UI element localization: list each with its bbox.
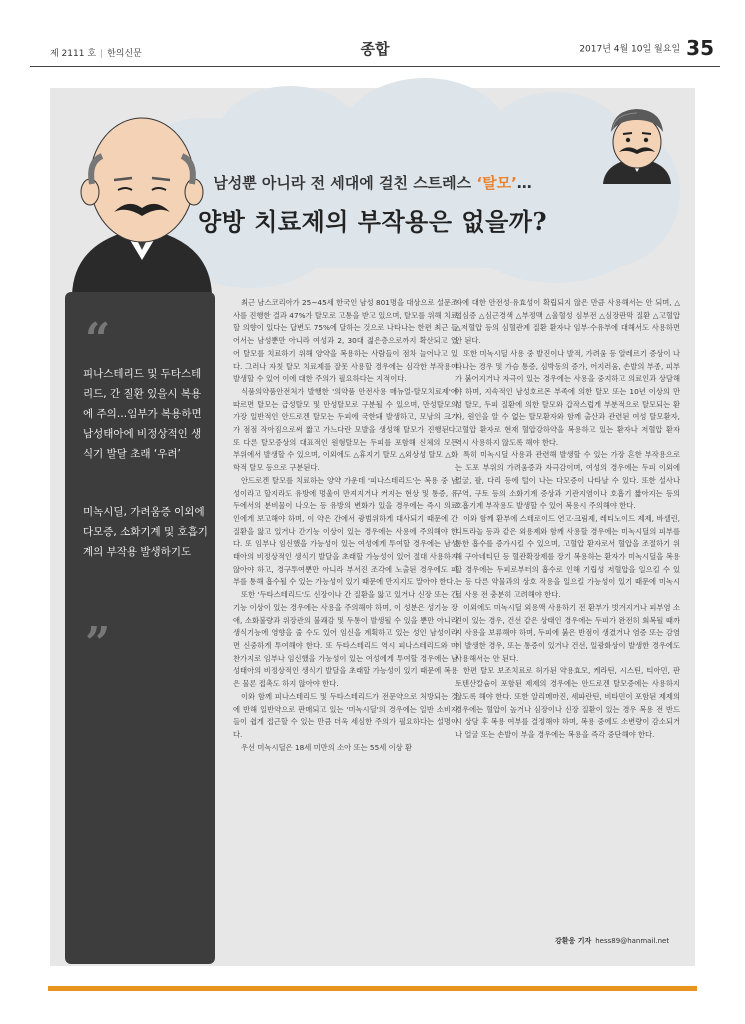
paragraph: 안드로겐 탈모를 치료하는 양약 가운데 '피나스테리드'는 복용 중 남성이라고 할지라도 유방에 멍울이 만져지거나 커지는 현상 및 통증, 유두에서의 분비물이 나오는 등 유방의 변화가 있을 경우에는 즉시 의료인에게 보고해야 하며, 이 약은 간에서 광범위하게 대사되기 때문에 간 질환을 앓고 있거나 간기능 이상이 있는 경우에는 사용에 주의해야 한다. 또 임부나 임신했을 가능성이 있는 여성에게 투여할 경우에는 남성태아의 비정상적인 생식기 발달을 초래할 가능성이 있어 절대 사용하지 않아야 하고, 경구투여뿐만 아니라 부서진 조각에 노출된 경우에도 피부를 통해 흡수될 수 있는 가능성이 있기 때문에 만지지도 말아야 한다. [233, 475, 458, 587]
mustache-man-icon [597, 102, 677, 184]
paragraph: 한편 탈모 보조치료로 허가된 약용효모, 케라틴, 시스틴, 티아민, 판토텐산칼슘이 포함된 제제의 경우에는 안드로겐 탈모증에는 사용하지 않도록 해야 한다. 또한 알리메마진, 세파란틴, 비타민이 포함된 제제의 경우에는 혈압이 높거나 심장이나 신장 질환이 있는 경우 복용 전 반드시 상담 후 복용 여부를 결정해야 하며, 복용 중에도 소변량이 감소되거나 얼굴 또는 손발이 부을 경우에는 복용을 즉각 중단해야 한다. [455, 666, 680, 739]
reporter-email: hess89@hanmail.net [595, 937, 670, 945]
subtitle-accent: ‘탈모’ [476, 174, 517, 192]
reporter-name: 강환웅 기자 [555, 937, 592, 945]
page-header [30, 30, 720, 67]
paragraph: 자에 대한 안전성·유효성이 확립되지 않은 만큼 사용해서는 안 되며, △협심증 △심근경색 △부정맥 △울혈성 심부전 △심장판막 질환 △고혈압 △저혈압 등의 심혈관계 질환 환자나 임부·수유부에 대해서도 사용하면 안 된다. [455, 298, 680, 346]
article-subtitle: 남성뿐 아니라 전 세대에 걸친 스트레스 ‘탈모’… [213, 174, 532, 192]
paper-name: 한의신문 [107, 49, 142, 59]
paragraph: 또한 '두타스테리드'도 신장이나 간 질환을 앓고 있거나 신장 또는 간기능 이상이 있는 경우에는 사용을 주의해야 하며, 이 성분은 성기능 장애, 소화불량과 위장관의 불쾌감 및 두통이 발생될 수 있을 뿐만 아니라 생식기능에 영향을 줄 수도 있어 임신을 계획하고 있는 성인 남성이라면 신중하게 투여해야 한다. 또 두타스테리드 역시 피나스테리드와 마찬가지로 임부나 임신했을 가능성이 있는 여성에게 투여할 경우에는 남성태아의 비정상적인 생식기 발달을 초래할 가능성이 있기 때문에 복용은 물론 접촉도 하지 않아야 한다. [233, 590, 458, 689]
paragraph: 이와 함께 피나스테리드 및 두타스테리드가 전문약으로 처방되는 것에 반해 일반약으로 판매되고 있는 '미녹시딜'의 경우에는 일반 소비자들이 쉽게 접근할 수 있는 만큼 더욱 세심한 주의가 필요하다는 설명이다. [233, 691, 458, 739]
footer-bar [48, 986, 697, 991]
page-number: 35 [686, 36, 714, 60]
bald-man-icon [66, 100, 218, 295]
quote-open-icon: “ [85, 314, 111, 365]
paragraph: 또한 미녹시딜 사용 중 발진이나 발적, 가려움 등 알레르기 증상이 나타나는 경우 및 가슴 통증, 심박동의 증가, 어지러움, 손발의 부종, 피부가 붉어지거나 자극이 있는 경우에는 사용을 중지하고 의료인과 상담해야 하며, 지속적인 남성호르몬 부족에 의한 탈모 또는 10년 이상의 만성 탈모, 두피 질환에 의한 탈모와 갑작스럽게 부분적으로 탈모되는 환자, 원인을 알 수 없는 탈모환자와 함께 출산과 관련된 여성 탈모환자, 고혈압 환자로 현재 혈압강하약을 복용하고 있는 환자나 저혈압 환자 역시 사용하지 않도록 해야 한다. [455, 348, 680, 447]
publication-date: 2017년 4월 10일 월요일 [579, 44, 681, 55]
paragraph: 식품의약품안전처가 발행한 '의약품 안전사용 매뉴얼-탈모치료제'에 따르면 탈모는 급성탈모 및 만성탈모로 구분될 수 있으며, 만성탈모의 가장 일반적인 안드로겐 탈모는 두피에 국한돼 발생하고, 모낭의 크기가 점점 작아짐으로써 짧고 가느다란 모발을 생성해 탈모가 진행된다. 또 다른 탈모증상의 대표적인 원형탈모는 두피를 포함해 신체의 모든 부위에서 발생할 수 있으며, 이외에도 △휴지기 탈모 △외상성 탈모 △화학적 탈모 등으로 구분된다. [233, 386, 458, 473]
article-title: 양방 치료제의 부작용은 없을까? [197, 207, 548, 236]
section-name: 종합 [360, 40, 390, 58]
paragraph: 특히 미녹시딜 사용과 관련해 발생할 수 있는 가장 흔한 부작용으로는 도포 부위의 가려움증과 자극감이며, 여성의 경우에는 두피 이외에 얼굴, 팔, 다리 등에 털이 나는 다모증이 나타날 수 있다. 또한 설사나 구역, 구토 등의 소화기계 증상과 기관지염이나 호흡기 짧아지는 등의 호흡기계 부작용도 발생할 수 있어 복용시 주의해야 한다. [455, 450, 680, 511]
paragraph: 우선 미녹시딜은 18세 미만의 소아 또는 55세 이상 환 [241, 742, 413, 752]
paragraph: 이외에도 미녹시딜 외용액 사용하기 전 환부가 벗겨지거나 피부염 소견이 있는 경우, 건선 같은 상태인 경우에는 두피가 완전히 회복될 때까지 사용을 보류해야 하며, 두피에 붉은 반점이 생겼거나 염증 또는 감염이 발생한 경우, 또는 통증이 있거나 건선, 일광화상이 발생한 경우에도 사용해서는 안 된다. [455, 602, 680, 663]
sidebar-summary-2: 미녹시딜, 가려움증 이외에 다모증, 소화기계 및 호흡기계의 부작용 발생하기도 [83, 506, 208, 558]
paragraph: 이와 함께 환부에 스테로이드 연고·크림제, 레티노이드 제제, 바셀린, 디트라놀 등과 같은 외용제와 함께 사용할 경우에는 미녹시딜의 피부를 통한 흡수를 증가시킬 수 있으며, 고혈압 환자로서 혈압을 조절하기 위해 구아네티딘 등 혈관확장제를 장기 복용하는 환자가 미녹시딜을 복용할 경우에는 두피로부터의 흡수로 인해 기립성 저혈압을 일으킬 수 있는 등 다른 약물과의 상호 작용을 일으킬 가능성이 있기 때문에 미녹시딜 사용 전 충분히 고려해야 한다. [455, 513, 680, 600]
sidebar-summary-1: 피나스테리드 및 두타스테리드, 간 질환 있을시 복용에 주의…임부가 복용하면 남성태아에 비정상적인 생식기 발달 초래 ‘우려’ [83, 368, 202, 460]
header-right [579, 36, 714, 60]
quote-close-icon: ” [85, 618, 111, 669]
paragraph: 최근 남스코리아가 25~45세 한국인 남성 801명을 대상으로 설문조사를 진행한 결과 47%가 탈모로 고통을 받고 있으며, 탈모를 위해 치료할 의향이 있다는 답변도 75%에 달하는 것으로 나타나는 한편 최근 들어서는 남성뿐만 아니라 여성과 2, 30대 젊은층으로까지 확산되고 있어 탈모를 치료하기 위해 양약을 복용하는 사람들이 점차 늘어나고 있다. 그러나 자칫 탈모 치료제를 잘못 사용할 경우에는 심각한 부작용이 발생할 수 있어 이에 대한 주의가 필요하다는 지적이다. [233, 298, 458, 384]
pull-quote-sidebar [65, 292, 215, 964]
issue-number: 제 2111 호 [50, 49, 97, 59]
reporter-byline [555, 936, 669, 946]
article-column-1 [233, 297, 458, 754]
article-column-2 [455, 297, 680, 742]
header-left: 제 2111 호 | 한의신문 [50, 49, 142, 59]
